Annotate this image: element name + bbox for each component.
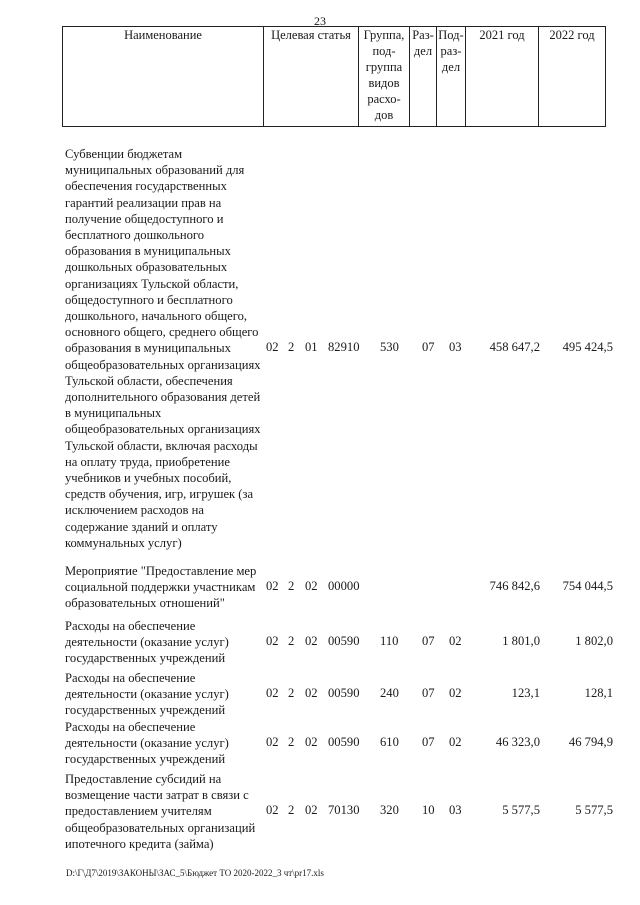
cs-subprogram: 2 [288, 686, 295, 701]
header-2022: 2022 год [539, 27, 606, 127]
file-path-footer: D:\Г\Д7\2019\ЗАКОНЫ\ЗАС_5\Бюджет ТО 2020-2022_3 чт\pr17.xls [66, 868, 324, 878]
subsection-code: 03 [449, 340, 462, 355]
cs-event: 02 [305, 634, 318, 649]
cs-event: 01 [305, 340, 318, 355]
cs-subprogram: 2 [288, 803, 295, 818]
row-name-line: деятельности (оказание услуг) [65, 687, 229, 702]
row-name-line: обеспечения государственных [65, 179, 227, 194]
row-name-line: коммунальных услуг) [65, 535, 182, 550]
cs-direction: 00590 [328, 735, 360, 750]
row-name-line: социальной поддержки участникам [65, 580, 256, 595]
header-2021: 2021 год [466, 27, 539, 127]
amount-2022: 1 802,0 [575, 634, 613, 649]
row-name-line: Расходы на обеспечение [65, 619, 196, 633]
cs-program: 02 [266, 579, 279, 594]
row-name-line: Тульской области, обеспечения [65, 373, 233, 388]
row-name-line: деятельности (оказание услуг) [65, 635, 229, 650]
cs-event: 02 [305, 579, 318, 594]
section-code: 07 [422, 340, 435, 355]
header-group: Группа, под- группа видов расхо- дов [359, 27, 410, 127]
amount-2022: 5 577,5 [575, 803, 613, 818]
row-name-line: Субвенции бюджетам [65, 147, 183, 161]
row-name-line: образовательных отношений" [65, 596, 225, 611]
subsection-code: 02 [449, 634, 462, 649]
header-target: Целевая статья [264, 27, 359, 127]
cs-event: 02 [305, 686, 318, 701]
row-name-line: государственных учреждений [65, 651, 226, 666]
cs-direction: 70130 [328, 803, 360, 818]
cs-program: 02 [266, 735, 279, 750]
row-name-line: ипотечного кредита (займа) [65, 836, 214, 851]
row-name-line: гарантий реализации прав на [65, 195, 222, 210]
amount-2021: 46 323,0 [495, 735, 540, 750]
cs-subprogram: 2 [288, 579, 295, 594]
row-name-line: дошкольных образовательных [65, 260, 228, 275]
group-code: 320 [380, 803, 399, 818]
group-code: 530 [380, 340, 399, 355]
row-name-line: Расходы на обеспечение [65, 720, 196, 734]
amount-2021: 458 647,2 [489, 340, 540, 355]
row-name-line: общеобразовательных организациях [65, 357, 261, 372]
header-section: Раз- дел [410, 27, 437, 127]
row-name-line: дополнительного образования детей [65, 390, 261, 405]
group-code: 610 [380, 735, 399, 750]
row-name-line: муниципальных образований для [65, 163, 245, 178]
amount-2021: 746 842,6 [489, 579, 540, 594]
amount-2022: 128,1 [584, 686, 613, 701]
group-code: 240 [380, 686, 399, 701]
subsection-code: 02 [449, 686, 462, 701]
row-name-line: предоставлением учителям [65, 804, 212, 819]
header-name: Наименование [63, 27, 264, 127]
cs-program: 02 [266, 340, 279, 355]
section-code: 07 [422, 686, 435, 701]
amount-2021: 5 577,5 [502, 803, 540, 818]
row-name [65, 563, 275, 612]
row-name-line: средств обучения, игр, игрушек (за [65, 487, 254, 502]
row-name [65, 670, 275, 719]
cs-direction: 00000 [328, 579, 360, 594]
row-name-line: образования в муниципальных [65, 341, 231, 356]
cs-subprogram: 2 [288, 340, 295, 355]
group-code: 110 [380, 634, 399, 649]
row-name-line: учебников и учебных пособий, [65, 471, 232, 486]
row-name-line: Расходы на обеспечение [65, 671, 196, 685]
row-name-line: Предоставление субсидий на [65, 772, 222, 786]
row-name-line: Тульской области, включая расходы [65, 438, 258, 453]
cs-program: 02 [266, 634, 279, 649]
cs-subprogram: 2 [288, 634, 295, 649]
section-code: 10 [422, 803, 435, 818]
row-name-line: содержание зданий и оплату [65, 519, 218, 534]
cs-program: 02 [266, 686, 279, 701]
row-name [65, 719, 275, 768]
cs-event: 02 [305, 803, 318, 818]
cs-direction: 00590 [328, 686, 360, 701]
row-name-line: возмещение части затрат в связи с [65, 788, 249, 803]
subsection-code: 02 [449, 735, 462, 750]
row-name-line: получение общедоступного и [65, 211, 224, 226]
row-name [65, 771, 275, 852]
subsection-code: 03 [449, 803, 462, 818]
cs-direction: 82910 [328, 340, 360, 355]
header-subsection: Под- раз- дел [437, 27, 466, 127]
row-name-line: организациях Тульской области, [65, 276, 239, 291]
amount-2022: 495 424,5 [562, 340, 613, 355]
table-header [62, 26, 606, 127]
row-name-line: основного общего, среднего общего [65, 325, 259, 340]
amount-2021: 123,1 [511, 686, 540, 701]
amount-2022: 46 794,9 [568, 735, 613, 750]
cs-program: 02 [266, 803, 279, 818]
cs-direction: 00590 [328, 634, 360, 649]
amount-2022: 754 044,5 [562, 579, 613, 594]
page-number: 23 [314, 14, 326, 28]
section-code: 07 [422, 634, 435, 649]
row-name-line: образования в муниципальных [65, 244, 231, 259]
amount-2021: 1 801,0 [502, 634, 540, 649]
row-name-line: дошкольного, начального общего, [65, 309, 248, 324]
row-name-line: бесплатного дошкольного [65, 228, 205, 243]
row-name-line: Мероприятие "Предоставление мер [65, 564, 257, 578]
row-name-line: деятельности (оказание услуг) [65, 736, 229, 751]
row-name-line: в муниципальных [65, 406, 162, 421]
row-name [65, 146, 275, 551]
row-name-line: на оплату труда, приобретение [65, 454, 230, 469]
row-name-line: общедоступного и бесплатного [65, 292, 233, 307]
cs-event: 02 [305, 735, 318, 750]
row-name [65, 618, 275, 667]
row-name-line: общеобразовательных организаций [65, 820, 256, 835]
cs-subprogram: 2 [288, 735, 295, 750]
row-name-line: исключением расходов на [65, 503, 204, 518]
row-name-line: государственных учреждений [65, 703, 226, 718]
row-name-line: общеобразовательных организациях [65, 422, 261, 437]
row-name-line: государственных учреждений [65, 752, 226, 767]
section-code: 07 [422, 735, 435, 750]
